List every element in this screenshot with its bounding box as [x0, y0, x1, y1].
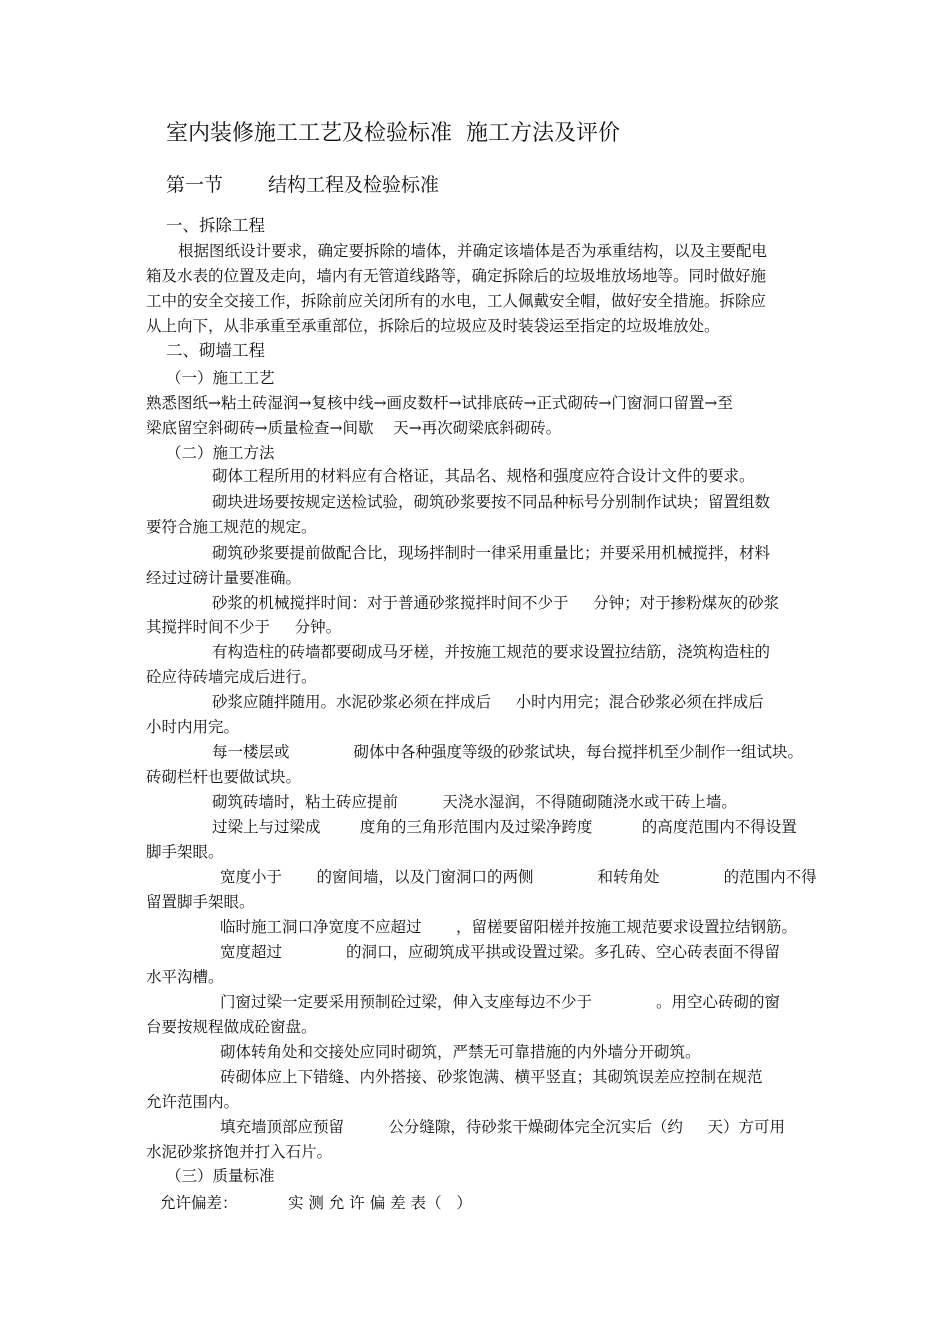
paragraph-line: 临时施工洞口净宽度不应超过 ，留槎要留阳槎并按施工规范要求设置拉结钢筋。 [220, 918, 797, 936]
paragraph-line: 砌块进场要按规定送检试验，砌筑砂浆要按不同品种标号分别制作试块；留置组数 [212, 493, 771, 511]
heading-masonry: 二、砌墙工程 [166, 341, 265, 360]
paragraph-line: 熟悉图纸→粘土砖湿润→复核中线→画皮数杆→试排底砖→正式砌砖→门窗洞口留置→至 [146, 394, 733, 412]
paragraph-line: 砌筑砂浆要提前做配合比，现场拌制时一律采用重量比；并要采用机械搅拌，材料 [212, 544, 771, 562]
paragraph-line: 每一楼层或 砌体中各种强度等级的砂浆试块，每台搅拌机至少制作一组试块。 [212, 743, 804, 761]
paragraph-line: 砖砌体应上下错缝、内外搭接、砂浆饱满、横平竖直；其砌筑误差应控制在规范 [220, 1068, 763, 1086]
paragraph-line: 脚手架眼。 [146, 843, 224, 861]
paragraph-line: 砼应待砖墙完成后进行。 [146, 668, 317, 686]
subheading-process: （一）施工工艺 [166, 369, 275, 387]
paragraph-line: 箱及水表的位置及走向，墙内有无管道线路等，确定拆除后的垃圾堆放场地等。同时做好施 [146, 267, 767, 285]
paragraph-line: 过梁上与过梁成 度角的三角形范围内及过梁净跨度 的高度范围内不得设置 [212, 818, 797, 836]
heading-demolition: 一、拆除工程 [166, 216, 265, 235]
tolerance-label: 允许偏差： [160, 1194, 238, 1212]
paragraph-line: 要符合施工规范的规定。 [146, 518, 317, 536]
paragraph-line: 根据图纸设计要求，确定要拆除的墙体，并确定该墙体是否为承重结构，以及主要配电 [178, 242, 768, 260]
paragraph-line: 砂浆应随拌随用。水泥砂浆必须在拌成后 小时内用完；混合砂浆必须在拌成后 [212, 693, 764, 711]
paragraph-line: 宽度小于 的窗间墙，以及门窗洞口的两侧 和转角处 的范围内不得 [220, 868, 817, 886]
paragraph-line: 砌体转角处和交接处应同时砌筑，严禁无可靠措施的内外墙分开砌筑。 [220, 1043, 701, 1061]
paragraph-line: 经过过磅计量要准确。 [146, 569, 302, 587]
paragraph-line: 砖砌栏杆也要做试块。 [146, 768, 302, 786]
paragraph-line: 砂浆的机械搅拌时间：对于普通砂浆搅拌时间不少于 分钟；对于掺粉煤灰的砂浆 [212, 594, 780, 612]
paragraph-line: 砌筑砖墙时，粘土砖应提前 天浇水湿润，不得随砌随浇水或干砖上墙。 [212, 793, 737, 811]
paragraph-line: 其搅拌时间不少于 分钟。 [146, 618, 342, 636]
paragraph-line: 允许范围内。 [146, 1093, 240, 1111]
tolerance-table-caption: 实 测 允 许 偏 差 表（ ） [288, 1194, 472, 1212]
paragraph-line: 砌体工程所用的材料应有合格证，其品名、规格和强度应符合设计文件的要求。 [212, 467, 755, 485]
paragraph-line: 水泥砂浆挤饱并打入石片。 [146, 1143, 333, 1161]
paragraph-line: 台要按规程做成砼窗盘。 [146, 1018, 317, 1036]
subheading-method: （二）施工方法 [166, 444, 275, 462]
paragraph-line: 小时内用完。 [146, 718, 240, 736]
section-name: 结构工程及检验标准 [268, 174, 440, 196]
page-title: 室内装修施工工艺及检验标准 施工方法及评价 [166, 121, 620, 146]
paragraph-line: 工中的安全交接工作，拆除前应关闭所有的水电，工人佩戴安全帽，做好安全措施。拆除应 [146, 292, 767, 310]
paragraph-line: 梁底留空斜砌砖→质量检查→间歇 天→再次砌梁底斜砌砖。 [146, 419, 562, 437]
paragraph-line: 有构造柱的砖墙都要砌成马牙槎，并按施工规范的要求设置拉结筋，浇筑构造柱的 [212, 643, 771, 661]
paragraph-line: 留置脚手架眼。 [146, 893, 255, 911]
paragraph-line: 从上向下，从非承重至承重部位，拆除后的垃圾应及时装袋运至指定的垃圾堆放处。 [146, 317, 720, 335]
paragraph-line: 水平沟槽。 [146, 968, 224, 986]
paragraph-line: 门窗过梁一定要采用预制砼过梁，伸入支座每边不少于 。用空心砖砌的窗 [220, 993, 781, 1011]
subheading-quality: （三）质量标准 [166, 1167, 275, 1185]
paragraph-line: 宽度超过 的洞口，应砌筑成平拱或设置过梁。多孔砖、空心砖表面不得留 [220, 943, 781, 961]
paragraph-line: 填充墙顶部应预留 公分缝隙，待砂浆干燥砌体完全沉实后（约 天）方可用 [220, 1118, 785, 1136]
section-label: 第一节 [166, 174, 224, 196]
